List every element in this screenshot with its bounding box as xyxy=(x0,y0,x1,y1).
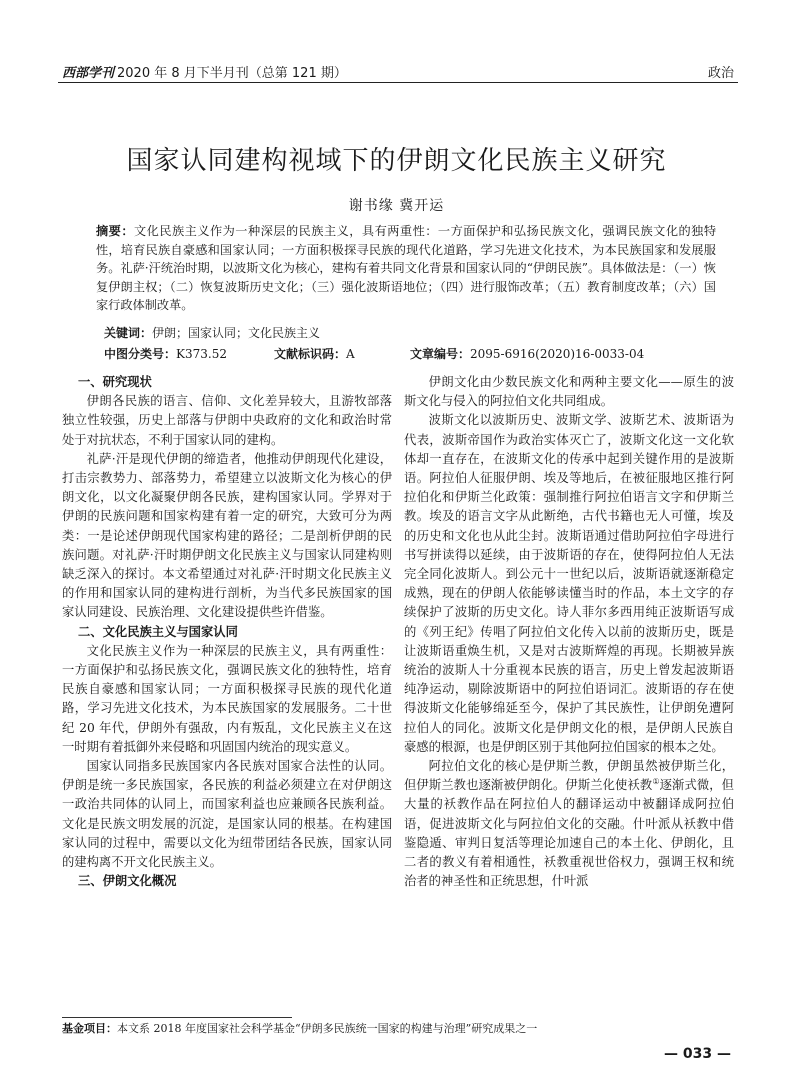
page-number: — 033 — xyxy=(664,1046,731,1062)
footnote-rule xyxy=(62,1017,292,1018)
left-column xyxy=(62,373,392,891)
journal-name: 西部学刊 xyxy=(62,66,115,81)
section-heading-1: 一、研究现状 xyxy=(78,375,152,389)
running-header xyxy=(58,58,738,80)
paragraph xyxy=(404,757,734,891)
footnote-text: 本文系 2018 年度国家社会科学基金“伊朗多民族统一国家的构建与治理”研究成果之一 xyxy=(117,1022,538,1035)
doc-code-label: 文献标识码： xyxy=(274,347,347,361)
article-number-label: 文章编号： xyxy=(410,347,471,361)
section-label: 政治 xyxy=(707,66,734,81)
right-column xyxy=(404,373,734,891)
authors: 谢书缘 冀开运 xyxy=(348,198,445,214)
journal-info xyxy=(62,62,347,81)
paragraph: 波斯文化以波斯历史、波斯文学、波斯艺术、波斯语为代表，波斯帝国作为政治实体灭亡了，波斯文化这一文化软体却一直存在，在波斯文化的传承中起到关键作用的是波斯语。阿拉伯人征服伊朗、埃及等地后，在被征服地区推行阿拉伯化和伊斯兰化政策：强制推行阿拉伯语言文字和伊斯兰教。埃及的语言文字从此断绝，古代书籍也无人可懂，埃及的历史和文化也从此尘封。波斯语通过借助阿拉伯字母进行书写拼读得以延续，由于波斯语的存在，使得阿拉伯人无法完全同化波斯人。到公元十一世纪以后，波斯语就逐渐稳定成熟，现在的伊朗人依能够读懂当时的作品，本土文字的存续保护了波斯的历史文化。诗人菲尔多西用纯正波斯语写成的《列王纪》传唱了阿拉伯文化传入以前的波斯历史，既是让波斯语重焕生机，又是对古波斯辉煌的再现。长期被异族统治的波斯人十分重视本民族的语言，历史上曾发起波斯语纯净运动，剔除波斯语中的阿拉伯语词汇。波斯语的存在使得波斯文化能够绵延至今，保护了其民族性，让伊朗免遭阿拉伯人的同化。波斯文化是伊朗文化的根，是伊朗人民族自豪感的根源，也是伊朗区别于其他阿拉伯国家的根本之处。 xyxy=(404,413,734,754)
paragraph: 国家认同指多民族国家内各民族对国家合法性的认同。伊朗是统一多民族国家，各民族的利益必须建立在对伊朗这一政治共同体的认同上，而国家利益也应兼顾各民族利益。文化是民族文明发展的沉淀，是国家认同的根基。在构建国家认同的过程中，需要以文化为纽带团结各民族，国家认同的建构离不开文化民族主义。 xyxy=(62,759,392,870)
abstract-text: 文化民族主义作为一种深层的民族主义，具有两重性：一方面保护和弘扬民族文化，强调民族文化的独特性，培育民族自豪感和国家认同；一方面积极探寻民族的现代化道路，学习先进文化技术，为本民族国家和发展服务。礼萨·汗统治时期，以波斯文化为核心，建构有着共同文化背景和国家认同的“伊朗民族”。具体做法是：（一）恢复伊朗主权；（二）恢复波斯历史文化；（三）强化波斯语地位；（四）进行服饰改革；（五）教育制度改革；（六）国家行政体制改革。 xyxy=(96,224,717,313)
article-number xyxy=(410,345,644,362)
document-code xyxy=(274,345,355,362)
article-number-value: 2095-6916(2020)16-0033-04 xyxy=(470,347,645,361)
paragraph: 伊朗各民族的语言、信仰、文化差异较大，且游牧部落独立性较强，历史上部落与伊朗中央政府的文化和政治时常处于对抗状态，不利于国家认同的建构。 xyxy=(62,394,392,447)
paragraph-text: 阿拉伯文化的核心是伊斯兰教，伊朗虽然被伊斯兰化，但伊斯兰教也逐渐被伊朗化。伊斯兰化使袄教 xyxy=(404,759,734,793)
section-heading-3: 三、伊朗文化概况 xyxy=(78,874,177,889)
keywords-label: 关键词： xyxy=(104,326,153,340)
classification-number xyxy=(104,345,227,362)
abstract xyxy=(96,222,716,315)
paragraph: 文化民族主义作为一种深层的民族主义，具有两重性：一方面保护和弘扬民族文化，强调民族文化的独特性，培育民族自豪感和国家认同；一方面积极探寻民族的现代化道路，学习先进文化技术，为本民族国家的发展服务。二十世纪 20 年代，伊朗外有强敌，内有叛乱，文化民族主义在这一时期有着抵御外来侵略和巩固国内统治的现实意义。 xyxy=(62,643,392,754)
keywords xyxy=(104,324,320,341)
doc-code-value: A xyxy=(346,347,355,361)
footnote xyxy=(62,1020,742,1036)
keywords-text: 伊朗；国家认同；文化民族主义 xyxy=(152,326,321,340)
header-rule xyxy=(58,82,738,83)
section-heading-2: 二、文化民族主义与国家认同 xyxy=(78,624,238,639)
paragraph: 伊朗文化由少数民族文化和两种主要文化——原生的波斯文化与侵入的阿拉伯文化共同组成。 xyxy=(404,375,734,409)
issue-info: 2020 年 8 月下半月刊（总第 121 期） xyxy=(117,66,347,81)
classification-label: 中图分类号： xyxy=(104,347,177,361)
footnote-marker: ① xyxy=(652,777,660,787)
abstract-label: 摘要： xyxy=(96,224,134,238)
classification-value: K373.52 xyxy=(176,347,227,361)
article-title: 国家认同建构视域下的伊朗文化民族主义研究 xyxy=(126,146,667,176)
footnote-label: 基金项目： xyxy=(62,1022,117,1035)
paragraph: 礼萨·汗是现代伊朗的缔造者，他推动伊朗现代化建设，打击宗教势力、部落势力，希望建立以波斯文化为核心的伊朗文化，以文化凝聚伊朗各民族，建构国家认同。学界对于伊朗的民族问题和国家构建有着一定的研究，大致可分为两类：一是论述伊朗现代国家构建的路径；二是剖析伊朗的民族问题。对礼萨·汗时期伊朗文化民族主义与国家认同建构则缺乏深入的探讨。本文希望通过对礼萨·汗时期文化民族主义的作用和国家认同的建构进行剖析，为当代多民族国家的国家认同建设、民族治理、文化建设提供些许借鉴。 xyxy=(62,451,392,620)
paragraph-text: 逐渐式微，但大量的袄教作品在阿拉伯人的翻译运动中被翻译成阿拉伯语，促进波斯文化与阿拉伯文化的交融。什叶派从袄教中借鉴隐遁、审判日复活等理论加速自己的本土化、伊朗化，且二者的教义有着相通性，袄教重视世俗权力，强调王权和统治者的神圣性和正统思想，什叶派 xyxy=(404,778,734,889)
